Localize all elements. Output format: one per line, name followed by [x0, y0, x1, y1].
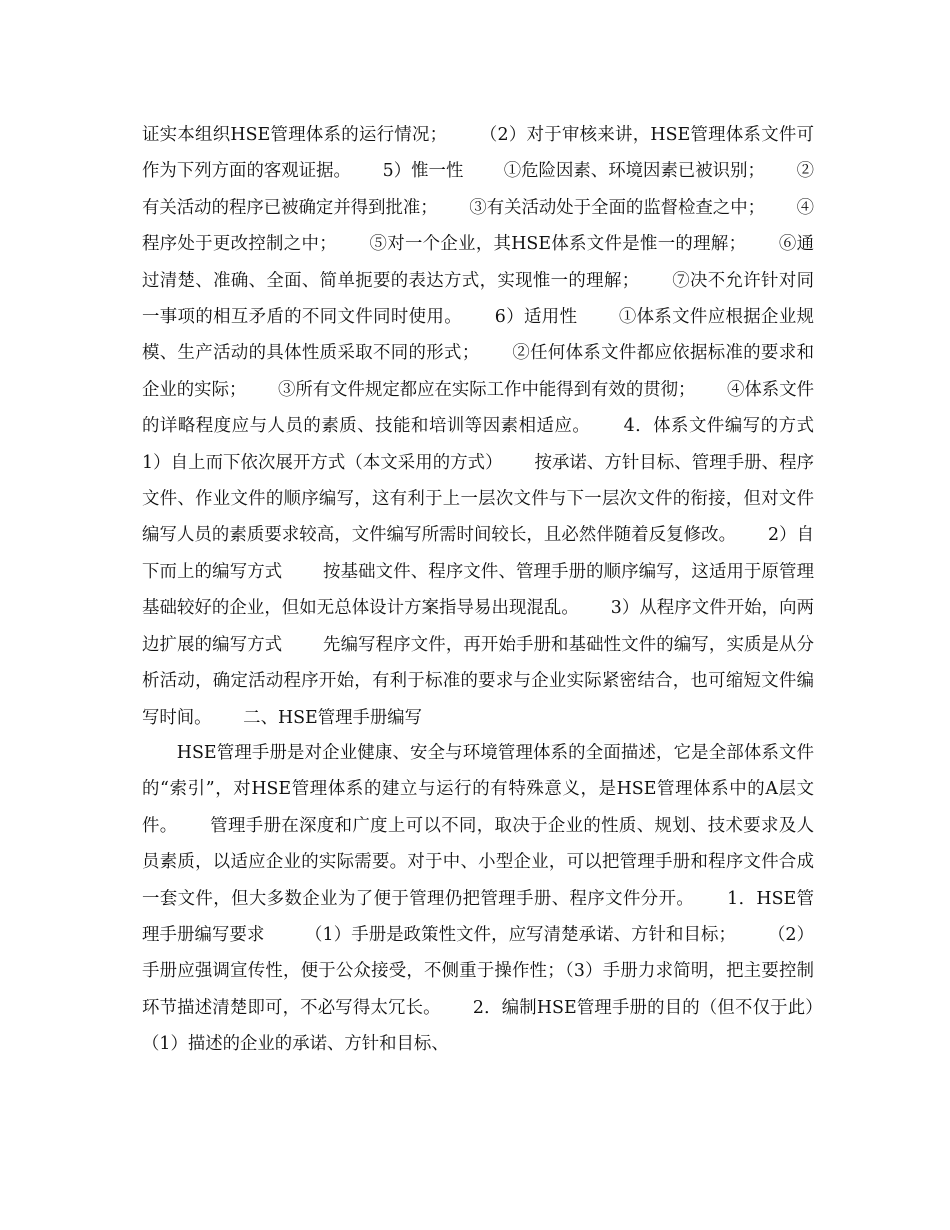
body-paragraph-1: 证实本组织HSE管理体系的运行情况； （2）对于审核来讲，HSE管理体系文件可作为下列方面的客观证据。 5）惟一性 ①危险因素、环境因素已被识别； ②有关活动的程序已被确定并得到批准； ③有关活动处于全面的监督检查之中； ④程序处于更改控制之中； ⑤对一个企业，其HSE体系文件是惟一的理解； ⑥通过清楚、准确、全面、简单扼要的表达方式，实现惟一的理解； ⑦决不允许针对同一事项的相互矛盾的不同文件同时使用。 6）适用性 ①体系文件应根据企业规模、生产活动的具体性质采取不同的形式； ②任何体系文件都应依据标准的要求和企业的实际； ③所有文件规定都应在实际工作中能得到有效的贯彻； ④体系文件的详略程度应与人员的素质、技能和培训等因素相适应。 4．体系文件编写的方式 1）自上而下依次展开方式（本文采用的方式） 按承诺、方针目标、管理手册、程序文件、作业文件的顺序编写，这有利于上一层次文件与下一层次文件的衔接，但对文件编写人员的素质要求较高，文件编写所需时间较长，且必然伴随着反复修改。 2）自下而上的编写方式 按基础文件、程序文件、管理手册的顺序编写，这适用于原管理基础较好的企业，但如无总体设计方案指导易出现混乱。 3）从程序文件开始，向两边扩展的编写方式 先编写程序文件，再开始手册和基础性文件的编写，实质是从分析活动，确定活动程序开始，有利于标准的要求与企业实际紧密结合，也可缩短文件编写时间。 二、HSE管理手册编写: [142, 125, 855, 728]
body-paragraph-2: HSE管理手册是对企业健康、安全与环境管理体系的全面描述，它是全部体系文件的“索引”，对HSE管理体系的建立与运行的有特殊意义，是HSE管理体系中的A层文件。 管理手册在深度和广度上可以不同，取决于企业的性质、规划、技术要求及人员素质，以适应企业的实际需要。对于中、小型企业，可以把管理手册和程序文件合成一套文件，但大多数企业为了便于管理仍把管理手册、程序文件分开。 1．HSE管理手册编写要求 （1）手册是政策性文件，应写清楚承诺、方针和目标； （2）手册应强调宣传性，便于公众接受，不侧重于操作性；（3）手册力求简明，把主要控制环节描述清楚即可，不必写得太冗长。 2．编制HSE管理手册的目的（但不仅于此） （1）描述的企业的承诺、方针和目标、: [142, 743, 855, 1055]
